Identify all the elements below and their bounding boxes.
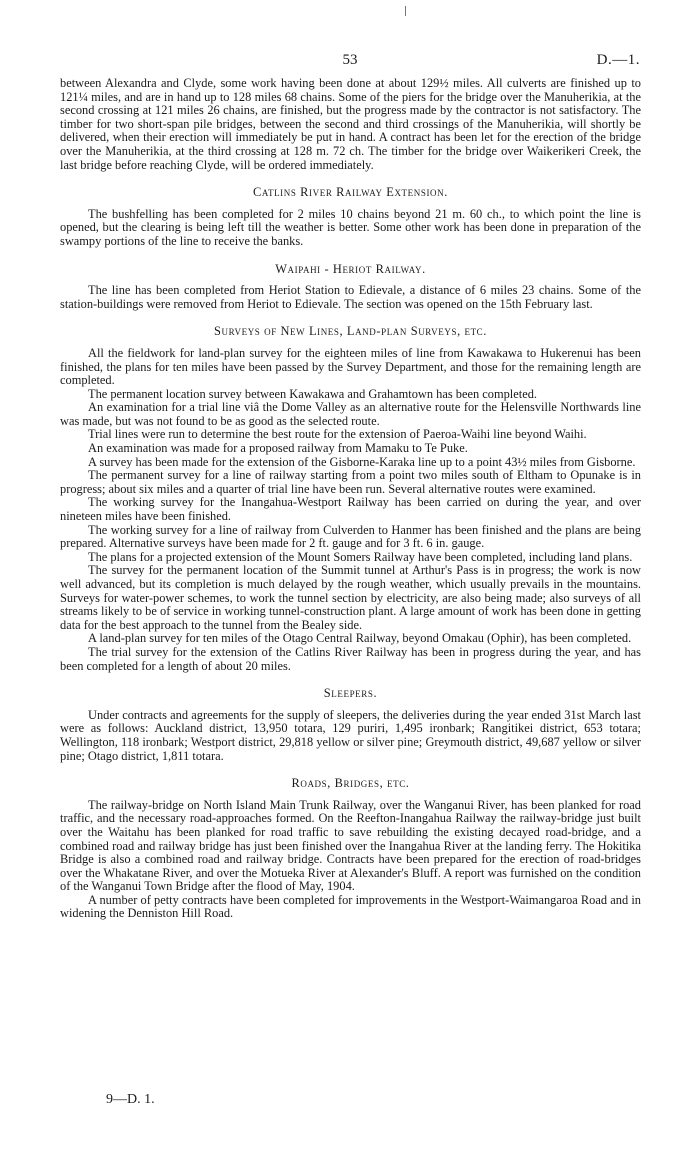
- waipahi-paragraph: The line has been completed from Heriot Station to Edievale, a distance of 6 miles 23 chains. Some of the station-buildings were removed from Heriot to Edievale. The section was opened on the 15th February last.: [60, 283, 641, 311]
- surveys-paragraph: The working survey for the Inangahua-Westport Railway has been carried on during the year, and over nineteen miles have been finished.: [60, 495, 641, 524]
- sleepers-paragraph: Under contracts and agreements for the supply of sleepers, the deliveries during the year ended 31st March last were as follows: Auckland district, 13,950 totara, 129 puriri, 1,495 ironbark; Rangitikei district, 653 totara; Wellington, 118 ironbark; Westport district, 29,818 yellow or silver pine; Greymouth district, 49,687 yellow or silver pine; Otago district, 1,811 totara.: [60, 707, 641, 763]
- page-number: 53: [342, 52, 358, 68]
- roads-paragraph: The railway-bridge on North Island Main Trunk Railway, over the Wanganui River, has been planked for road traffic, and the necessary road-approaches formed. On the Reefton-Inangahua Railway the railway-bridge just built over the Waitahu has been planked for road traffic to save rebuilding the existing decayed road-bridge, and a combined road and railway bridge has just been finished over the Inangahua River at the landing ferry. The Hokitika Bridge is also a combined road and railway bridge. Contracts have been prepared for the erection of road-bridges over the Whakatane River, and over the Motueka River at Alexander's Bluff. A report was furnished on the condition of the Wanganui Town Bridge after the flood of May, 1904.: [60, 797, 641, 894]
- page-body: [60, 77, 641, 921]
- surveys-paragraph: Trial lines were run to determine the best route for the extension of Paeroa-Waihi line beyond Waihi.: [88, 427, 587, 442]
- page-header: [60, 50, 640, 74]
- section-title-sleepers: Sleepers.: [323, 686, 378, 701]
- page-footer-signature: 9—D. 1.: [106, 1092, 155, 1107]
- surveys-paragraph: The trial survey for the extension of the Catlins River Railway has been in progress during the year, and has been completed for a length of about 20 miles.: [60, 644, 641, 673]
- report-reference: D.—1.: [596, 52, 640, 68]
- section-title-waipahi: Waipahi - Heriot Railway.: [275, 261, 426, 276]
- surveys-paragraph: The permanent location survey between Kawakawa and Grahamtown has been completed.: [88, 386, 537, 401]
- surveys-paragraph: An examination was made for a proposed railway from Mamaku to Te Puke.: [88, 441, 468, 456]
- surveys-paragraph: The working survey for a line of railway from Culverden to Hanmer has been finished and the plans are being prepared. Alternative surveys have been made for 2 ft. gauge and for 3 ft. 6 in. gauge.: [60, 522, 641, 551]
- surveys-paragraph: The permanent survey for a line of railway starting from a point two miles south of Eltham to Opunake is in progress; about six miles and a quarter of trial line have been run. Several alternative routes were examined.: [60, 468, 641, 496]
- surveys-paragraph: All the fieldwork for land-plan survey for the eighteen miles of line from Kawakawa to Hukerenui has been finished, the plans for ten miles have been passed by the Survey Department, and those for the remaining length are completed.: [60, 345, 641, 388]
- roads-paragraph: A number of petty contracts have been completed for improvements in the Westport-Waimangaroa Road and in widening the Denniston Hill Road.: [60, 892, 641, 921]
- scan-mark: [405, 6, 406, 16]
- surveys-paragraph: A land-plan survey for ten miles of the Otago Central Railway, beyond Omakau (Ophir), has been completed.: [88, 631, 632, 646]
- catlins-paragraph: The bushfelling has been completed for 2 miles 10 chains beyond 21 m. 60 ch., to which point the line is opened, but the clearing is being left till the weather is better. Some other work has been done in preparation of the swampy portions of the line to receive the banks.: [60, 206, 641, 248]
- surveys-paragraph: An examination for a trial line viâ the Dome Valley as an alternative route for the Helensville Northwards line was made, but was not found to be as good as the selected route.: [60, 400, 641, 428]
- section-title-catlins: Catlins River Railway Extension.: [253, 185, 448, 200]
- section-title-roads: Roads, Bridges, etc.: [291, 776, 410, 791]
- surveys-paragraph: The plans for a projected extension of the Mount Somers Railway have been completed, including land plans.: [88, 549, 633, 564]
- surveys-paragraph: A survey has been made for the extension of the Gisborne-Karaka line up to a point 43½ miles from Gisborne.: [88, 454, 636, 469]
- surveys-paragraph: The survey for the permanent location of the Summit tunnel at Arthur's Pass is in progress; the work is now well advanced, but its completion is much delayed by the rough weather, which usually prevails in the mountains. Surveys for water-power schemes, to work the tunnel section by electricity, are also being made; also surveys of all streams likely to be of service in working tunnel-construction plant. A large amount of work has been done in getting data for the best approach to the tunnel from the Bealey side.: [60, 563, 641, 632]
- intro-paragraph: between Alexandra and Clyde, some work having been done at about 129½ miles. All culverts are finished up to 121¼ miles, and are in hand up to 128 miles 68 chains. Some of the piers for the bridge over the Manuherikia, at the second crossing at 121 miles 26 chains, are finished, but the progress made by the contractor is not satisfactory. The timber for two short-span pile bridges, between the second and third crossings of the Manuherikia, will shortly be delivered, when their erection will immediately be put in hand. A contract has been let for the erection of the bridge over the Manuherikia, at the third crossing at 128 m. 72 ch. The timber for the bridge over Waikerikeri Creek, the last bridge before reaching Clyde, will be ordered immediately.: [60, 76, 641, 172]
- section-title-surveys: Surveys of New Lines, Land-plan Surveys, etc.: [214, 324, 487, 339]
